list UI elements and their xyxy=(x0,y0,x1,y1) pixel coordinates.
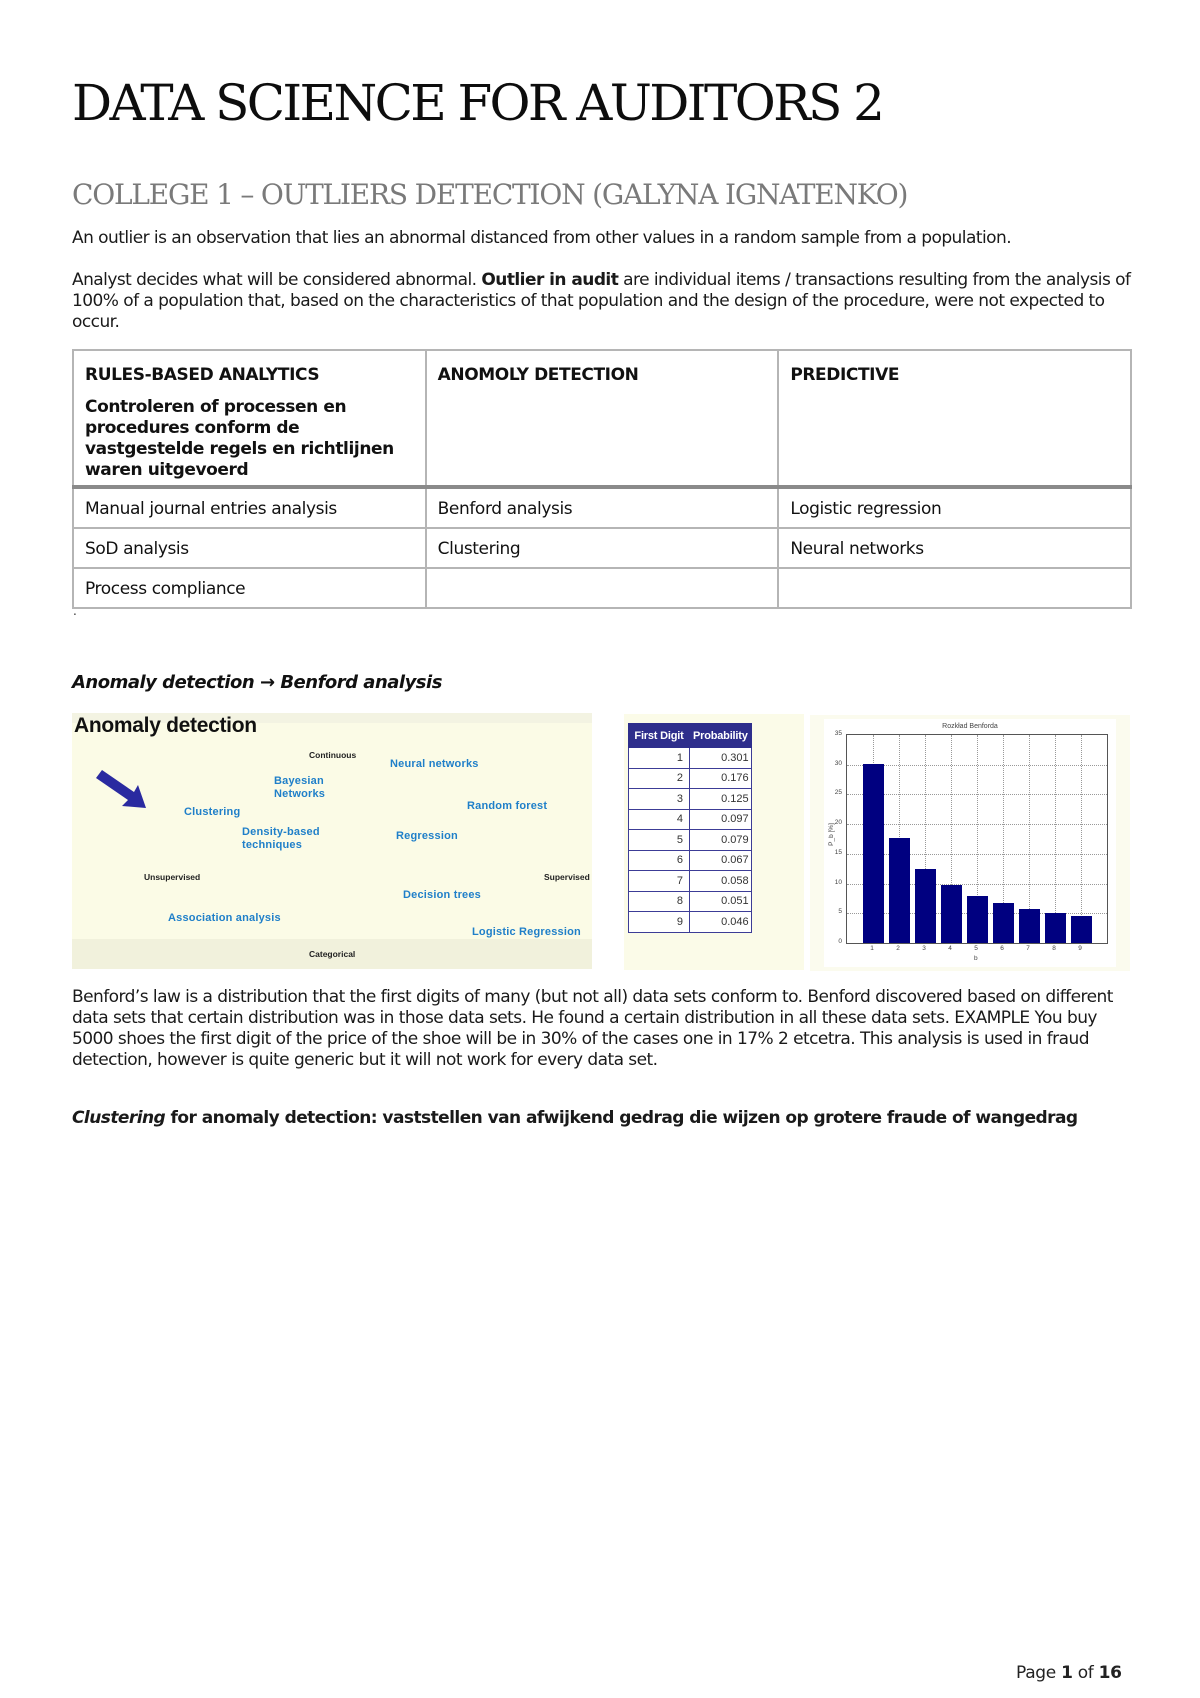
y-tick-label: 0 xyxy=(838,938,842,945)
axis-label-unsupervised: Unsupervised xyxy=(144,872,201,882)
intro-paragraph-1: An outlier is an observation that lies an abnormal distanced from other values in a random sample from a population. xyxy=(72,228,1012,248)
table-row: 1 0.301 xyxy=(629,748,752,769)
table-row xyxy=(73,528,1131,568)
table-cell: SoD analysis xyxy=(73,528,426,568)
method-logistic-regression: Logistic Regression xyxy=(472,926,581,938)
table-row xyxy=(73,568,1131,608)
axis-label-supervised: Supervised xyxy=(544,872,590,882)
method-bayesian-networks: Bayesian Networks xyxy=(274,775,326,800)
analytics-table xyxy=(72,349,1132,609)
header-predictive: PREDICTIVE xyxy=(778,350,1131,487)
table-row: 4 0.097 xyxy=(629,809,752,830)
stray-dot: . xyxy=(73,604,77,618)
plot-area xyxy=(846,734,1108,944)
y-axis-label: P_b [%] xyxy=(827,823,835,846)
table-row: 3 0.125 xyxy=(629,789,752,810)
x-axis-label: b xyxy=(974,955,978,962)
y-tick-label: 10 xyxy=(834,878,842,886)
intro-paragraph-2 xyxy=(72,270,1132,333)
intro-text-cont: are individual items / transactions resulting from the analysis of 100% of a population that, based on the characteristics of that population and the design of the procedure, were not expected to occur. xyxy=(72,270,1131,332)
y-tick-label: 35 xyxy=(834,730,842,737)
y-tick-label: 20 xyxy=(834,819,842,827)
method-clustering: Clustering xyxy=(184,806,241,818)
method-association-analysis: Association analysis xyxy=(168,912,281,924)
x-tick-label: 2 xyxy=(896,945,900,952)
benford-table-figure xyxy=(624,714,804,970)
table-row: 2 0.176 xyxy=(629,768,752,789)
current-page: 1 xyxy=(1061,1663,1073,1683)
method-neural-networks: Neural networks xyxy=(390,758,479,770)
bar xyxy=(863,764,884,943)
method-regression: Regression xyxy=(396,830,458,842)
y-tick-label: 5 xyxy=(838,908,842,916)
bar xyxy=(1071,916,1092,943)
x-tick-label: 3 xyxy=(922,945,926,952)
x-tick-label: 5 xyxy=(974,945,978,952)
benford-paragraph: Benford’s law is a distribution that the first digits of many (but not all) data sets conform to. Benford discovered based on different data sets that certain distribution was in those data sets. He found a certain distribution in all these data sets. EXAMPLE You buy 5000 shoes the first digit of the price of the shoe will be in 30% of the cases one in 17% 2 etcetra. This analysis is used in fraud detection, however is quite generic but it will not work for every data set. xyxy=(72,987,1113,1070)
table-header-row xyxy=(73,350,1131,487)
x-tick-label: 1 xyxy=(870,945,874,952)
y-tick-label: 15 xyxy=(834,848,842,856)
method-decision-trees: Decision trees xyxy=(403,889,482,901)
table-cell xyxy=(426,568,779,608)
bar xyxy=(915,869,936,943)
anomaly-detection-figure xyxy=(72,713,592,969)
method-density-based: Density-based techniques xyxy=(242,826,320,851)
table-row xyxy=(73,487,1131,528)
outlier-in-audit-term: Outlier in audit xyxy=(481,270,619,290)
x-tick-label: 4 xyxy=(948,945,952,952)
benford-bar-chart xyxy=(824,719,1116,967)
table-row: 6 0.067 xyxy=(629,850,752,871)
col-probability: Probability xyxy=(690,724,752,748)
bar xyxy=(967,896,988,943)
bar xyxy=(889,838,910,943)
clustering-text: for anomaly detection: vaststellen van afwijkend gedrag die wijzen op grotere fraude of wangedrag xyxy=(165,1108,1078,1128)
figure-heading: Anomaly detection xyxy=(74,714,257,737)
table-cell: Process compliance xyxy=(73,568,426,608)
table-cell xyxy=(778,568,1131,608)
benford-chart-figure xyxy=(810,715,1130,971)
bar xyxy=(993,903,1014,943)
clustering-paragraph xyxy=(72,1108,1132,1129)
section-heading: Anomaly detection → Benford analysis xyxy=(72,672,442,693)
table-row: 7 0.058 xyxy=(629,871,752,892)
x-tick-label: 6 xyxy=(1000,945,1004,952)
bar xyxy=(941,885,962,943)
total-pages: 16 xyxy=(1098,1663,1122,1683)
table-cell: Clustering xyxy=(426,528,779,568)
table-row: 9 0.046 xyxy=(629,912,752,933)
col-first-digit: First Digit xyxy=(629,724,690,748)
arrow-icon xyxy=(94,770,152,812)
table-cell: Neural networks xyxy=(778,528,1131,568)
y-tick-label: 30 xyxy=(834,759,842,767)
y-tick-label: 25 xyxy=(834,789,842,797)
table-row: 8 0.051 xyxy=(629,891,752,912)
page-number: Page 1 of 16 xyxy=(1016,1663,1122,1683)
table-cell: Logistic regression xyxy=(778,487,1131,528)
bar xyxy=(1019,909,1040,943)
table-row: 5 0.079 xyxy=(629,830,752,851)
clustering-term: Clustering xyxy=(72,1108,166,1128)
axis-label-continuous: Continuous xyxy=(309,750,357,760)
intro-text: Analyst decides what will be considered abnormal. xyxy=(72,270,482,290)
document-title: DATA SCIENCE FOR AUDITORS 2 xyxy=(72,74,883,132)
method-random-forest: Random forest xyxy=(467,800,548,812)
bar xyxy=(1045,913,1066,943)
chart-title: Rozkład Benforda xyxy=(942,723,998,730)
section-subtitle: COLLEGE 1 – OUTLIERS DETECTION (GALYNA IGNATENKO) xyxy=(72,178,908,211)
x-tick-label: 7 xyxy=(1026,945,1030,952)
header-anomaly-detection: ANOMOLY DETECTION xyxy=(426,350,779,487)
header-rules-based: RULES-BASED ANALYTICS Controleren of processen en procedures conform de vastgestelde regels en richtlijnen waren uitgevoerd xyxy=(73,350,426,487)
x-tick-label: 8 xyxy=(1052,945,1056,952)
gridline xyxy=(1081,735,1082,943)
table-cell: Manual journal entries analysis xyxy=(73,487,426,528)
benford-table xyxy=(628,723,752,933)
axis-label-categorical: Categorical xyxy=(309,949,356,959)
x-tick-label: 9 xyxy=(1078,945,1082,952)
table-cell: Benford analysis xyxy=(426,487,779,528)
